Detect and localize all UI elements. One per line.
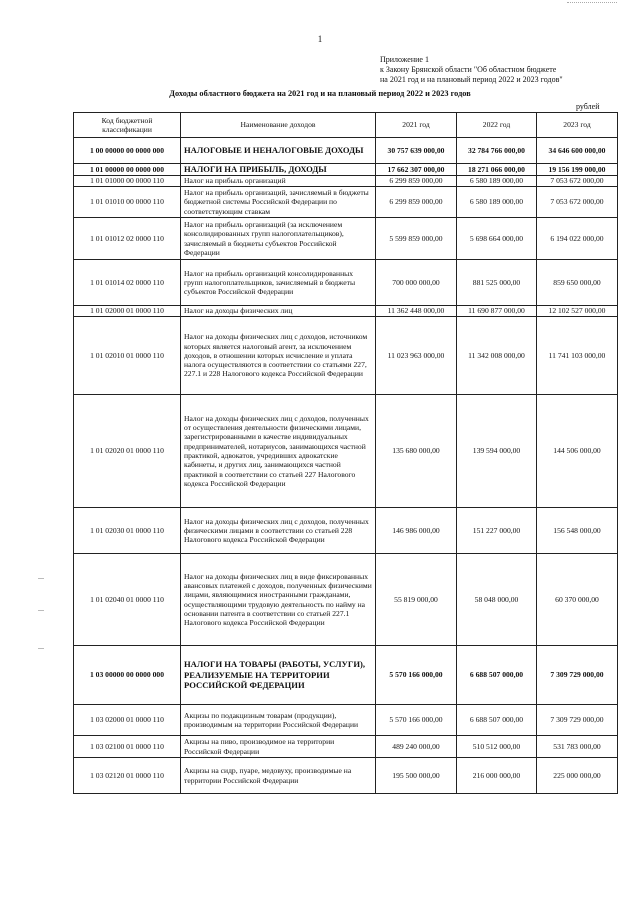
row-name: НАЛОГИ НА ТОВАРЫ (РАБОТЫ, УСЛУГИ), РЕАЛИЗУЕМЫЕ НА ТЕРРИТОРИИ РОССИЙСКОЙ ФЕДЕРАЦИИ: [181, 646, 376, 705]
row-2023: 7 053 672 000,00: [537, 187, 618, 218]
table-header-row: [74, 113, 618, 138]
row-2023: 225 000 000,00: [537, 758, 618, 794]
row-name: Налог на доходы физических лиц с доходов, полученных физическими лицами в соответствии со статьей 228 Налогового кодекса Российской Федерации: [181, 508, 376, 554]
row-2023: 19 156 199 000,00: [537, 164, 618, 176]
row-2023: 7 309 729 000,00: [537, 646, 618, 705]
row-2023: 144 506 000,00: [537, 395, 618, 508]
row-2022: 6 688 507 000,00: [457, 646, 537, 705]
table-row: [74, 508, 618, 554]
row-name: Налог на доходы физических лиц в виде фиксированных авансовых платежей с доходов, полученных физическими лицами, являющимися иностранными гражданами, осуществляющими трудовую деятельность по найму на основании патента в соответствии со статьей 227.1 Налогового кодекса Российской Федерации: [181, 554, 376, 646]
row-name: Налог на доходы физических лиц с доходов, источником которых является налоговый агент, за исключением доходов, в отношении которых исчисление и уплата налога осуществляются в соответствии со статьями 227, 227.1 и 228 Налогового кодекса Российской Федерации: [181, 317, 376, 395]
table-row: [74, 736, 618, 758]
row-2022: 11 342 008 000,00: [457, 317, 537, 395]
table-row: [74, 187, 618, 218]
row-name: Акцизы на пиво, производимое на территории Российской Федерации: [181, 736, 376, 758]
margin-mark: [38, 610, 44, 611]
row-name: НАЛОГИ НА ПРИБЫЛЬ, ДОХОДЫ: [181, 164, 376, 176]
row-2021: 146 986 000,00: [376, 508, 457, 554]
row-2021: 489 240 000,00: [376, 736, 457, 758]
row-name: Налог на прибыль организаций: [181, 176, 376, 187]
header-2022: 2022 год: [457, 113, 537, 138]
row-2022: 881 525 000,00: [457, 260, 537, 306]
row-code: 1 01 02040 01 0000 110: [74, 554, 181, 646]
table-row: [74, 164, 618, 176]
table-row: [74, 646, 618, 705]
table-row: [74, 317, 618, 395]
row-2022: 6 580 189 000,00: [457, 187, 537, 218]
table-row: [74, 705, 618, 736]
row-2023: 859 650 000,00: [537, 260, 618, 306]
page-number: 1: [317, 34, 323, 44]
row-2021: 55 819 000,00: [376, 554, 457, 646]
document-title: Доходы областного бюджета на 2021 год и на плановый период 2022 и 2023 годов: [169, 89, 471, 98]
row-code: 1 01 02030 01 0000 110: [74, 508, 181, 554]
row-code: 1 03 02120 01 0000 110: [74, 758, 181, 794]
row-name: Налог на доходы физических лиц с доходов, полученных от осуществления деятельности физическими лицами, зарегистрированными в качестве индивидуальных предпринимателей, нотариусов, занимающихся частной практикой, адвокатов, учредивших адвокатские кабинеты, и других лиц, занимающихся частной практикой в соответствии со статьей 227 Налогового кодекса Российской Федерации: [181, 395, 376, 508]
row-2022: 6 580 189 000,00: [457, 176, 537, 187]
appendix-line: к Закону Брянской области "Об областном бюджете: [380, 65, 557, 74]
row-2023: 7 309 729 000,00: [537, 705, 618, 736]
row-name: Налог на прибыль организаций (за исключением консолидированных групп налогоплательщиков), зачисляемый в бюджеты субъектов Российской Федерации: [181, 218, 376, 260]
row-2021: 5 570 166 000,00: [376, 705, 457, 736]
row-name: Акцизы по подакцизным товарам (продукции), производимым на территории Российской Федерации: [181, 705, 376, 736]
revenue-table: [73, 112, 618, 794]
row-2021: 6 299 859 000,00: [376, 187, 457, 218]
table-row: [74, 395, 618, 508]
row-code: 1 01 02010 01 0000 110: [74, 317, 181, 395]
units-label: рублей: [576, 102, 600, 111]
row-2022: 58 048 000,00: [457, 554, 537, 646]
margin-mark: [38, 648, 44, 649]
row-2021: 195 500 000,00: [376, 758, 457, 794]
row-2021: 135 680 000,00: [376, 395, 457, 508]
table-row: [74, 758, 618, 794]
table-row: [74, 306, 618, 317]
row-code: 1 01 01000 00 0000 110: [74, 176, 181, 187]
row-2021: 700 000 000,00: [376, 260, 457, 306]
row-2023: 7 053 672 000,00: [537, 176, 618, 187]
header-code: Код бюджетной классификации: [74, 113, 181, 138]
scan-mark: [567, 2, 617, 3]
row-2021: 5 599 859 000,00: [376, 218, 457, 260]
row-2023: 156 548 000,00: [537, 508, 618, 554]
table-row: [74, 218, 618, 260]
row-name: Налог на доходы физических лиц: [181, 306, 376, 317]
row-2023: 12 102 527 000,00: [537, 306, 618, 317]
row-2022: 139 594 000,00: [457, 395, 537, 508]
row-2021: 11 023 963 000,00: [376, 317, 457, 395]
table-row: [74, 554, 618, 646]
row-2023: 34 646 600 000,00: [537, 138, 618, 164]
row-2022: 510 512 000,00: [457, 736, 537, 758]
row-2023: 6 194 022 000,00: [537, 218, 618, 260]
row-2022: 18 271 066 000,00: [457, 164, 537, 176]
row-name: Налог на прибыль организаций, зачисляемый в бюджеты бюджетной системы Российской Федерации по соответствующим ставкам: [181, 187, 376, 218]
row-2021: 17 662 307 000,00: [376, 164, 457, 176]
table-row: [74, 260, 618, 306]
header-2023: 2023 год: [537, 113, 618, 138]
header-2021: 2021 год: [376, 113, 457, 138]
row-name: Акцизы на сидр, пуаре, медовуху, производимые на территории Российской Федерации: [181, 758, 376, 794]
margin-mark: [38, 578, 44, 579]
row-code: 1 01 00000 00 0000 000: [74, 164, 181, 176]
row-code: 1 03 02000 01 0000 110: [74, 705, 181, 736]
row-2021: 30 757 639 000,00: [376, 138, 457, 164]
row-code: 1 01 01014 02 0000 110: [74, 260, 181, 306]
row-2021: 5 570 166 000,00: [376, 646, 457, 705]
row-2022: 6 688 507 000,00: [457, 705, 537, 736]
appendix-line: на 2021 год и на плановый период 2022 и 2023 годов": [380, 75, 563, 84]
row-code: 1 00 00000 00 0000 000: [74, 138, 181, 164]
row-2021: 6 299 859 000,00: [376, 176, 457, 187]
appendix-line: Приложение 1: [380, 55, 429, 64]
table-row: [74, 138, 618, 164]
row-2023: 11 741 103 000,00: [537, 317, 618, 395]
row-code: 1 03 00000 00 0000 000: [74, 646, 181, 705]
row-2022: 151 227 000,00: [457, 508, 537, 554]
row-2022: 11 690 877 000,00: [457, 306, 537, 317]
row-2022: 32 784 766 000,00: [457, 138, 537, 164]
row-code: 1 01 01010 00 0000 110: [74, 187, 181, 218]
header-name: Наименование доходов: [181, 113, 376, 138]
row-name: Налог на прибыль организаций консолидированных групп налогоплательщиков, зачисляемый в бюджеты субъектов Российской Федерации: [181, 260, 376, 306]
row-2021: 11 362 448 000,00: [376, 306, 457, 317]
row-2022: 5 698 664 000,00: [457, 218, 537, 260]
row-2023: 60 370 000,00: [537, 554, 618, 646]
row-code: 1 01 02000 01 0000 110: [74, 306, 181, 317]
row-code: 1 03 02100 01 0000 110: [74, 736, 181, 758]
row-2022: 216 000 000,00: [457, 758, 537, 794]
appendix-header: [380, 55, 563, 85]
row-code: 1 01 01012 02 0000 110: [74, 218, 181, 260]
row-code: 1 01 02020 01 0000 110: [74, 395, 181, 508]
table-row: [74, 176, 618, 187]
row-2023: 531 783 000,00: [537, 736, 618, 758]
row-name: НАЛОГОВЫЕ И НЕНАЛОГОВЫЕ ДОХОДЫ: [181, 138, 376, 164]
